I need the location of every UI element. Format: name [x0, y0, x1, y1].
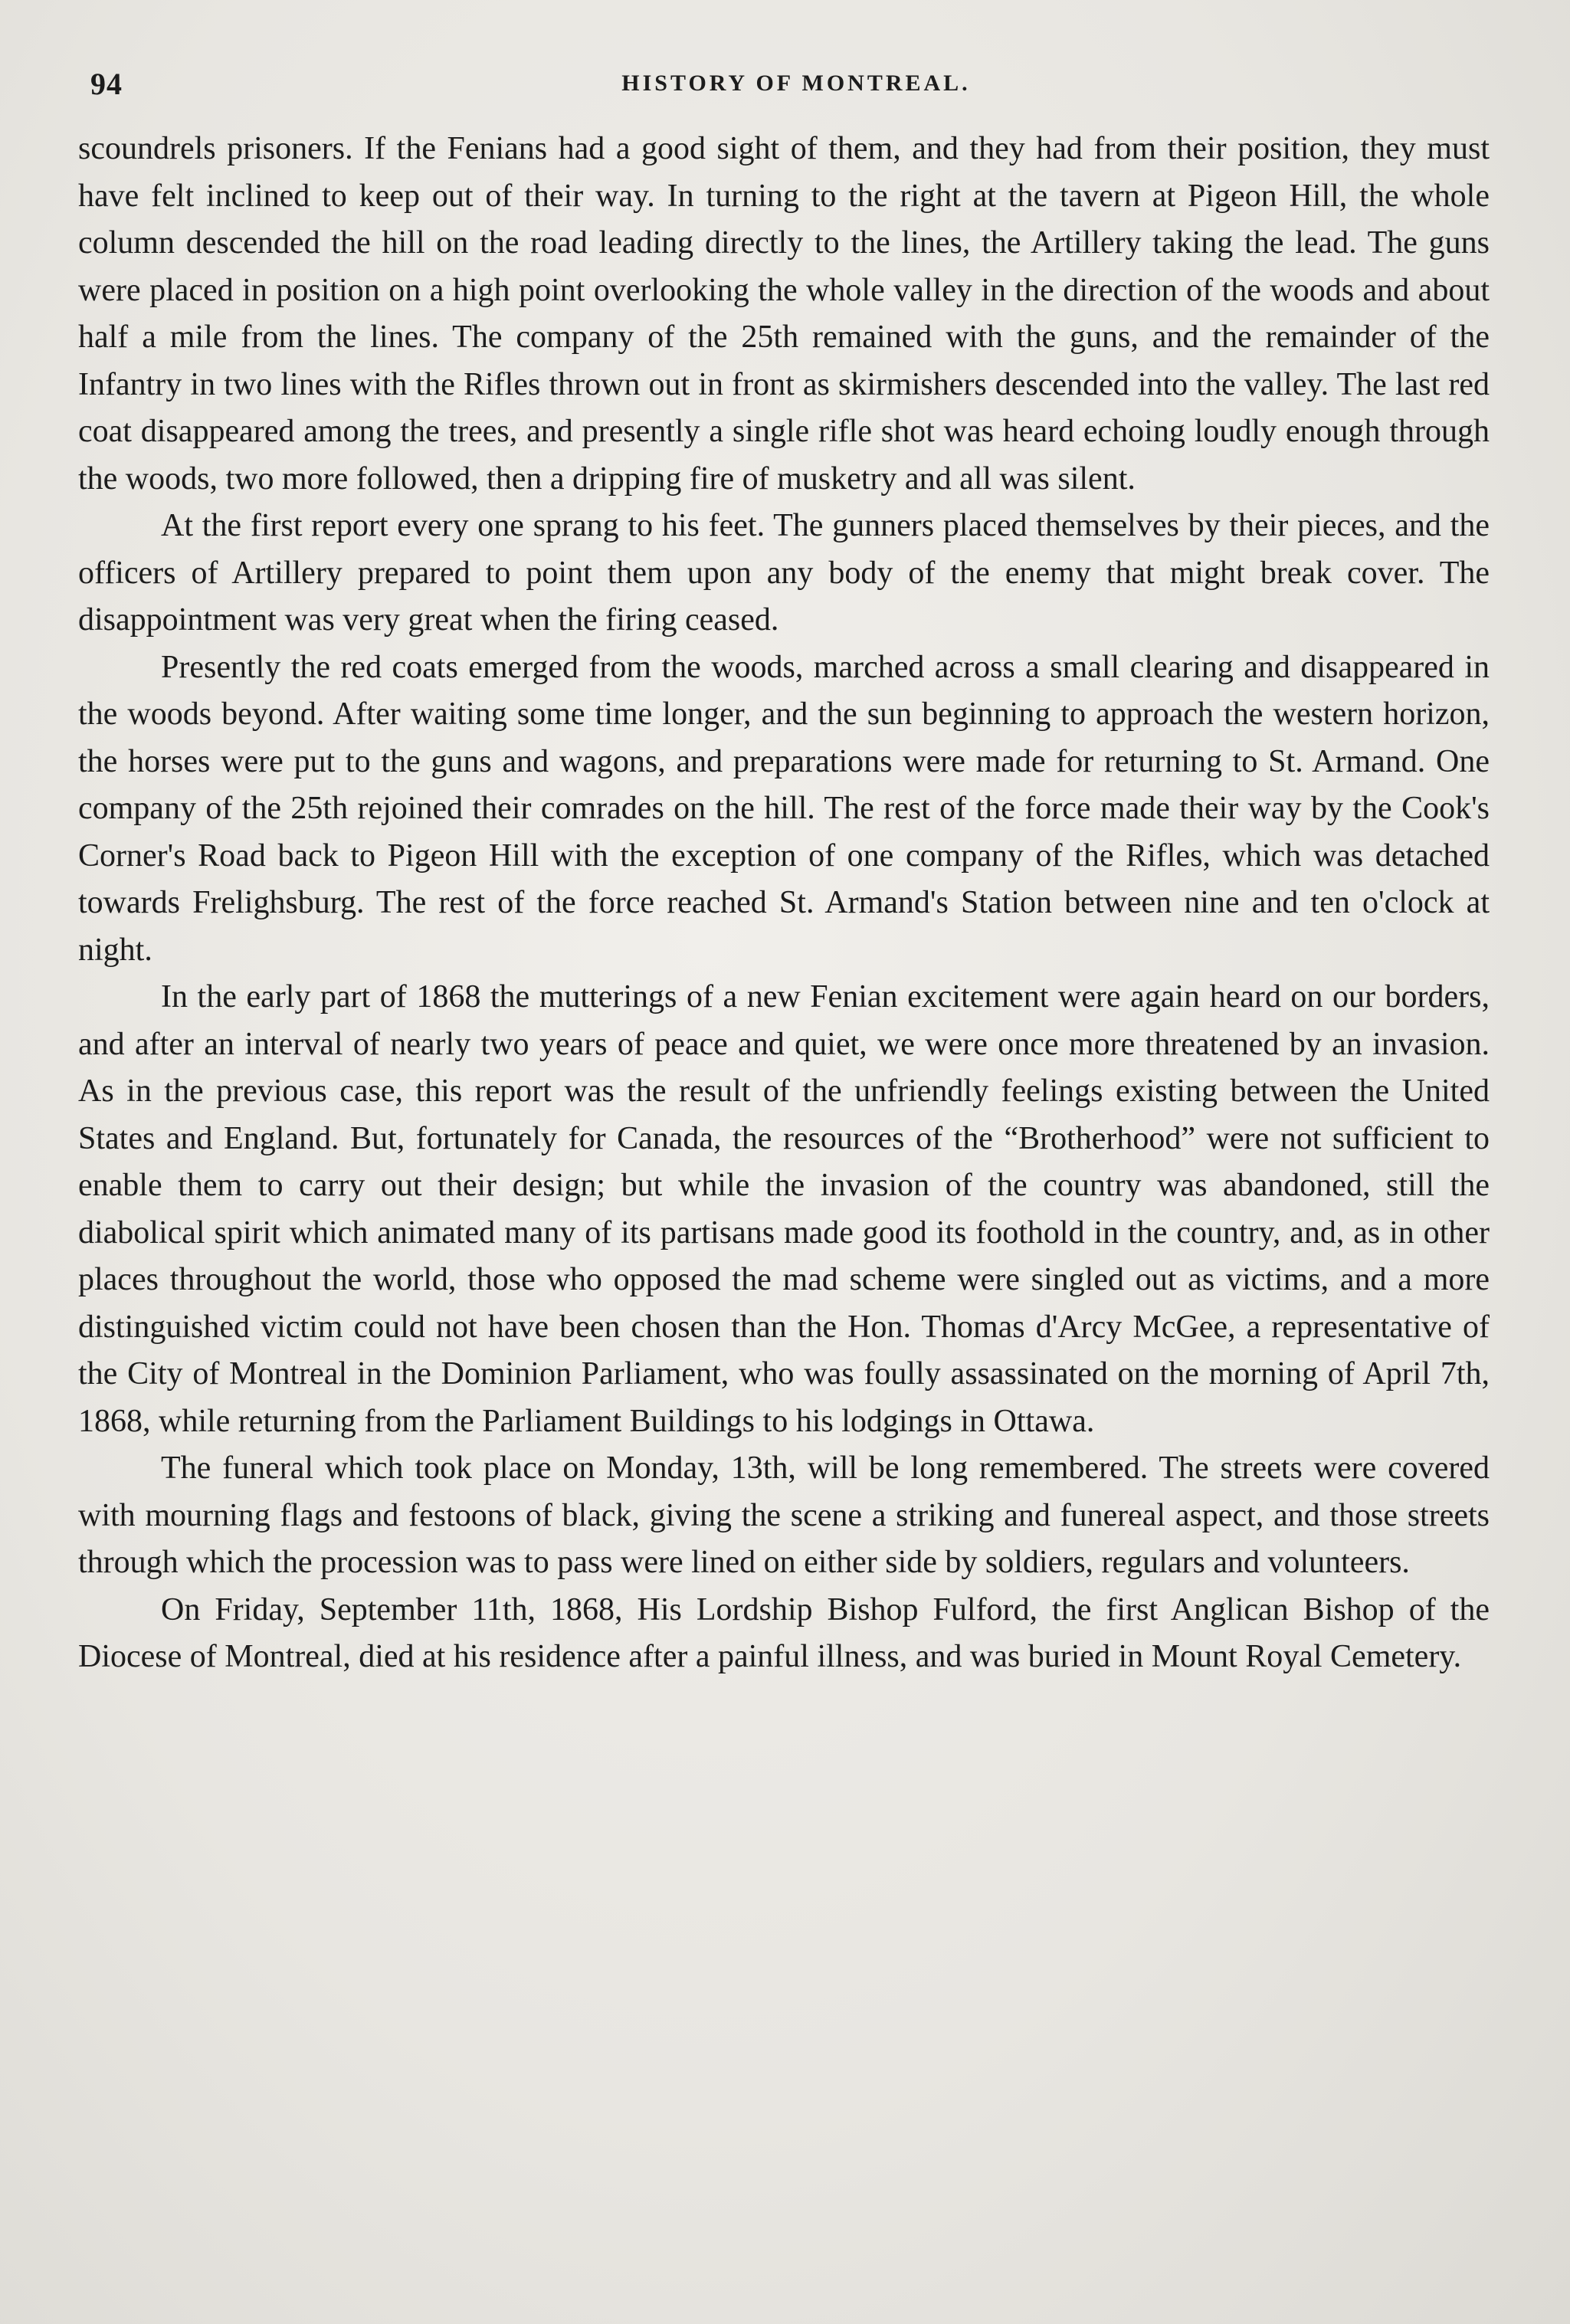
running-title: HISTORY OF MONTREAL. — [621, 70, 971, 96]
paragraph-continuation: scoundrels prisoners. If the Fenians had a good sight of them, and they had from their position, they must have felt inclined to keep out of their way. In turning to the right at the tavern at Pigeon Hill, the whole column descended the hill on the road leading directly to the lines, the Artillery taking the lead. The guns were placed in position on a high point overlooking the whole valley in the direction of the woods and about half a mile from the lines. The company of the 25th remained with the guns, and the remainder of the Infantry in two lines with the Rifles thrown out in front as skirmishers descended into the valley. The last red coat disappeared among the trees, and presently a single rifle shot was heard echoing loudly enough through the woods, two more followed, then a dripping fire of musketry and all was silent. — [78, 131, 1490, 497]
paragraph-red-coats-emerged: Presently the red coats emerged from the woods, marched across a small clearing and disappeared in the woods beyond. After waiting some time longer, and the sun beginning to approach the western horizon, the horses were put to the guns and wagons, and preparations were made for returning to St. Armand. One company of the 25th rejoined their comrades on the hill. The rest of the force made their way by the Cook's Corner's Road back to Pigeon Hill with the exception of one company of the Rifles, which was detached towards Frelighsburg. The rest of the force reached St. Armand's Station between nine and ten o'clock at night. — [78, 649, 1490, 968]
paragraph-bishop-fulford: On Friday, September 11th, 1868, His Lordship Bishop Fulford, the first Anglican Bishop of the Diocese of Montreal, died at his residence after a painful illness, and was buried in Mount Royal Cemetery. — [78, 1591, 1490, 1674]
paragraph-funeral: The funeral which took place on Monday, 13th, will be long remembered. The streets were covered with mourning flags and festoons of black, giving the scene a striking and funereal aspect, and those streets through which the procession was to pass were lined on either side by soldiers, regulars and volunteers. — [78, 1450, 1490, 1580]
paragraph-fenian-excitement-1868: In the early part of 1868 the mutterings of a new Fenian excitement were again heard on our borders, and after an interval of nearly two years of peace and quiet, we were once more threatened by an invasion. As in the previous case, this report was the result of the unfriendly feelings existing between the United States and England. But, fortunately for Canada, the resources of the “Brotherhood” were not sufficient to enable them to carry out their design; but while the invasion of the country was abandoned, still the diabolical spirit which animated many of its partisans made good its foothold in the country, and, as in other places throughout the world, those who opposed the mad scheme were singled out as victims, and a more distinguished victim could not have been chosen than the Hon. Thomas d'Arcy McGee, a representative of the City of Montreal in the Dominion Parliament, who was foully assassinated on the morning of April 7th, 1868, while returning from the Parliament Buildings to his lodgings in Ottawa. — [78, 979, 1490, 1439]
body-text — [78, 126, 1490, 1681]
page-number: 94 — [90, 67, 123, 101]
paragraph-first-report: At the first report every one sprang to his feet. The gunners placed themselves by their pieces, and the officers of Artillery prepared to point them upon any body of the enemy that might break cover. The disappointment was very great when the firing ceased. — [78, 508, 1490, 638]
page-header — [90, 63, 1502, 109]
